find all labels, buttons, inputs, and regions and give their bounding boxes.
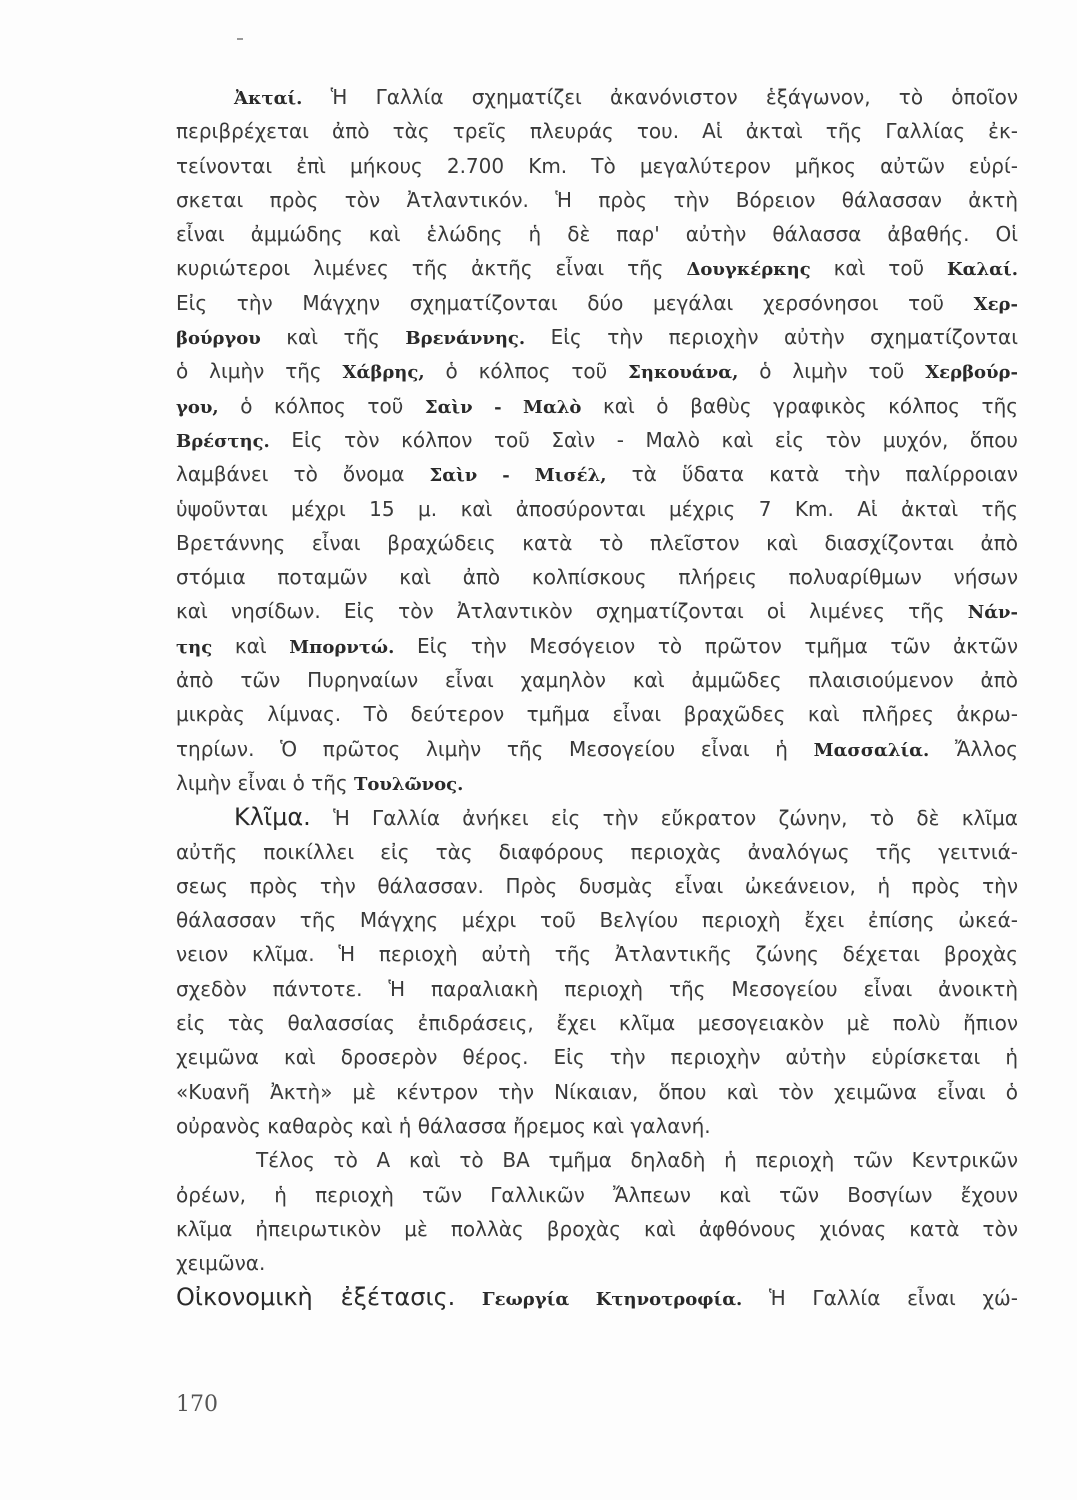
text-run: Ἄλλος — [929, 736, 1018, 761]
text-line: σεως πρὸς τὴν θάλασσαν. Πρὸς δυσμὰς εἶναι ὠκεάνειον, ἡ πρὸς τὴν — [176, 873, 1018, 898]
place-name: Μπορντώ. — [289, 636, 395, 658]
text-run: Ἡ Γαλλία σχηματίζει ἀκανόνιστον ἑξάγωνον, τὸ ὁποῖον — [302, 85, 1018, 109]
text-line — [176, 354, 1018, 388]
text-line: «Κυανῆ Ἀκτὴ» μὲ κέντρον τὴν Νίκαιαν, ὅπου καὶ τὸν χειμῶνα εἶναι ὁ — [176, 1079, 1018, 1104]
text-line: κλῖμα ἠπειρωτικὸν μὲ πολλὰς βροχὰς καὶ ἀφθόνους χιόνας κατὰ τὸν — [176, 1216, 1018, 1241]
text-line: εἰς τὰς θαλασσίας ἐπιδράσεις, ἔχει κλῖμα μεσογειακὸν μὲ πολὺ ἤπιον — [176, 1011, 1018, 1036]
section-heading-oikonomiki: Οἰκονομικὴ ἐξέτασις. — [176, 1283, 456, 1312]
place-name: βούργου — [176, 328, 261, 350]
subsection-heading: Γεωργία Κτηνοτροφία. — [455, 1289, 743, 1311]
place-name: Βρενάννης. — [405, 328, 526, 350]
section-heading-aktai: Ἀκταί. — [234, 88, 303, 109]
text-line: ὑψοῦνται μέχρι 15 μ. καὶ ἀποσύρονται μέχρις 7 Km. Αἱ ἀκταὶ τῆς — [176, 496, 1018, 521]
place-name: Σαὶν - Μισέλ, — [429, 465, 607, 487]
body-text — [176, 80, 1018, 1315]
text-run: Εἰς τὴν Μάγχην σχηματίζονται δύο μεγάλαι χερσόνησοι τοῦ — [176, 290, 974, 315]
section-heading-klima: Κλῖμα. — [234, 803, 311, 832]
text-run: Εἰς τὴν περιοχὴν αὐτὴν σχηματίζονται — [525, 325, 1018, 350]
text-run: Ἡ Γαλλία εἶναι χώ- — [742, 1286, 1018, 1311]
text-line: σχεδὸν πάντοτε. Ἡ παραλιακὴ περιοχὴ τῆς Μεσογείου εἶναι ἀνοικτὴ — [176, 976, 1018, 1001]
text-line — [176, 251, 1018, 285]
text-line: χειμῶνα. — [176, 1251, 266, 1276]
text-line: νειον κλῖμα. Ἡ περιοχὴ αὐτὴ τῆς Ἀτλαντικῆς ζώνης δέχεται βροχὰς — [176, 942, 1018, 967]
text-line — [176, 766, 1018, 800]
text-line — [176, 594, 1018, 628]
text-run: Εἰς τὴν Μεσόγειον τὸ πρῶτον τμῆμα τῶν ἀκτῶν — [394, 633, 1018, 658]
text-line: Βρετάννης εἶναι βραχώδεις κατὰ τὸ πλεῖστον καὶ διασχίζονται ἀπὸ — [176, 530, 1018, 555]
text-line — [176, 80, 1018, 114]
place-name: Μασσαλία. — [813, 739, 930, 761]
text-run: ὁ κόλπος τοῦ — [218, 393, 425, 418]
place-name: Δουγκέρκης — [686, 259, 811, 281]
text-line: θάλασσαν τῆς Μάγχης μέχρι τοῦ Βελγίου περιοχὴ ἔχει ἐπίσης ὠκεά- — [176, 908, 1018, 933]
text-line: περιβρέχεται ἀπὸ τὰς τρεῖς πλευράς του. Αἱ ἀκταὶ τῆς Γαλλίας ἐκ- — [176, 119, 1018, 144]
text-run: ὁ λιμὴν τῆς — [176, 359, 343, 384]
text-line — [176, 389, 1018, 423]
text-line: χειμῶνα καὶ δροσερὸν θέρος. Εἰς τὴν περιοχὴν αὐτὴν εὑρίσκεται ἡ — [176, 1045, 1018, 1070]
place-name: της — [176, 636, 213, 658]
text-line — [176, 732, 1018, 766]
text-run: κυριώτεροι λιμένες τῆς ἀκτῆς εἶναι τῆς — [176, 256, 687, 281]
place-name: Βρέστης. — [176, 430, 270, 452]
text-line — [176, 286, 1018, 320]
text-run: τηρίων. Ὁ πρῶτος λιμὴν τῆς Μεσογείου εἶναι ἡ — [176, 736, 814, 761]
text-line: Τέλος τὸ Α καὶ τὸ ΒΑ τμῆμα δηλαδὴ ἡ περιοχὴ τῶν Κεντρικῶν — [256, 1148, 1018, 1173]
text-line: ἀπὸ τῶν Πυρηναίων εἶναι χαμηλὸν καὶ ἀμμῶδες πλαισιούμενον ἀπὸ — [176, 668, 1018, 693]
text-line: αὐτῆς ποικίλλει εἰς τὰς διαφόρους περιοχὰς ἀναλόγως τῆς γειτνιά- — [176, 839, 1018, 864]
text-line — [176, 423, 1018, 457]
text-line — [176, 457, 1018, 491]
text-run: καὶ τοῦ — [810, 256, 948, 281]
text-run: ὁ κόλπος τοῦ — [424, 359, 629, 384]
text-run: καὶ τῆς — [260, 325, 406, 350]
place-name: Τουλῶνος. — [354, 773, 464, 795]
place-name: Σηκουάνα, — [628, 362, 739, 384]
place-name: Καλαί. — [947, 259, 1018, 281]
text-run: ὁ λιμὴν τοῦ — [738, 359, 926, 384]
text-run: καὶ — [212, 633, 290, 658]
text-run: λιμὴν εἶναι ὁ τῆς — [176, 770, 354, 795]
text-run: τὰ ὕδατα κατὰ τὴν παλίρροιαν — [606, 462, 1018, 487]
place-name: γου, — [176, 396, 219, 418]
text-line: τείνονται ἐπὶ μήκους 2.700 Km. Τὸ μεγαλύτερον μῆκος αὐτῶν εὑρί- — [176, 153, 1018, 178]
text-line: οὐρανὸς καθαρὸς καὶ ἡ θάλασσα ἤρεμος καὶ γαλανή. — [176, 1113, 711, 1138]
page-number: 170 — [176, 1392, 218, 1417]
text-run: Εἰς τὸν κόλπον τοῦ Σαὶν - Μαλὸ καὶ εἰς τὸν μυχόν, ὅπου — [269, 427, 1018, 452]
place-name: Χερ- — [973, 293, 1018, 315]
text-run: καὶ νησίδων. Εἰς τὸν Ἀτλαντικὸν σχηματίζονται οἱ λιμένες τῆς — [176, 599, 968, 624]
place-name: Χερβούρ- — [925, 362, 1018, 384]
text-line: σκεται πρὸς τὸν Ἀτλαντικόν. Ἡ πρὸς τὴν Βόρειον θάλασσαν ἀκτὴ — [176, 187, 1018, 212]
text-run: λαμβάνει τὸ ὄνομα — [176, 462, 430, 487]
text-line: ὀρέων, ἡ περιοχὴ τῶν Γαλλικῶν Ἄλπεων καὶ τῶν Βοσγίων ἔχουν — [176, 1182, 1018, 1207]
place-name: Νάν- — [967, 602, 1018, 624]
text-run: Ἡ Γαλλία ἀνήκει εἰς τὴν εὔκρατον ζώνην, τὸ δὲ κλῖμα — [310, 806, 1018, 831]
text-line: στόμια ποταμῶν καὶ ἀπὸ κολπίσκους πλήρεις πολυαρίθμων νήσων — [176, 565, 1018, 590]
text-line: εἶναι ἀμμώδης καὶ ἑλώδης ἡ δὲ παρ' αὐτὴν θάλασσα ἀβαθής. Οἱ — [176, 222, 1018, 247]
place-name: Σαὶν - Μαλὸ — [424, 396, 582, 418]
text-line — [176, 800, 1018, 834]
place-name: Χάβρης, — [342, 362, 425, 384]
text-line — [176, 1280, 1018, 1314]
text-run: καὶ ὁ βαθὺς γραφικὸς κόλπος τῆς — [581, 393, 1018, 418]
text-line — [176, 320, 1018, 354]
print-speck — [237, 38, 243, 40]
text-line — [176, 629, 1018, 663]
text-line: μικρὰς λίμνας. Τὸ δεύτερον τμῆμα εἶναι βραχῶδες καὶ πλῆρες ἀκρω- — [176, 702, 1018, 727]
